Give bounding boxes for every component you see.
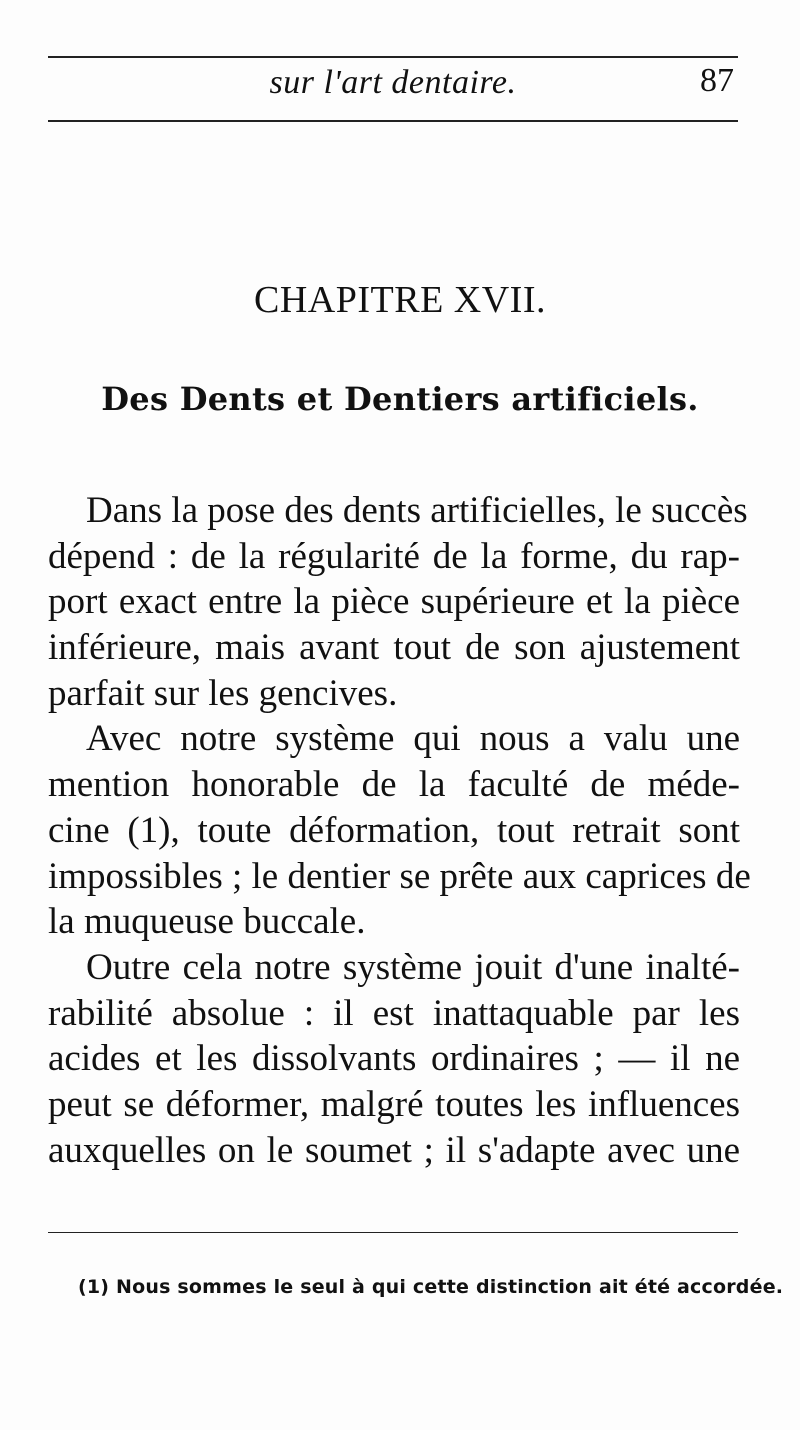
- body-text: [48, 488, 751, 1173]
- page-number: 87: [700, 62, 734, 99]
- chapter-heading: CHAPITRE XVII.: [254, 279, 546, 321]
- footnote: (1) Nous sommes le seul à qui cette distinction ait été accordée.: [78, 1276, 784, 1298]
- body-line: impossibles ; le dentier se prête aux caprices de: [48, 855, 751, 897]
- header-bottom-rule: [48, 120, 738, 122]
- header-top-rule: [48, 56, 738, 58]
- body-line: cine (1), toute déformation, tout retrait sont: [48, 809, 740, 851]
- body-line: peut se déformer, malgré toutes les influences: [48, 1083, 740, 1125]
- body-line: acides et les dissolvants ordinaires ; — il ne: [48, 1038, 740, 1080]
- body-line: la muqueuse buccale.: [48, 901, 366, 943]
- body-line: Dans la pose des dents artificielles, le succès: [86, 490, 748, 531]
- body-line: port exact entre la pièce supérieure et la pièce: [48, 581, 740, 623]
- running-head: [48, 62, 738, 110]
- body-line: auxquelles on le soumet ; il s'adapte avec une: [48, 1129, 740, 1171]
- body-line: rabilité absolue : il est inattaquable par les: [48, 992, 740, 1034]
- body-line: Avec notre système qui nous a valu une: [86, 718, 740, 760]
- body-line: mention honorable de la faculté de méde-: [48, 764, 740, 806]
- footnote-rule: [48, 1232, 738, 1233]
- body-line: Outre cela notre système jouit d'une inalté-: [86, 946, 740, 988]
- body-line: inférieure, mais avant tout de son ajustement: [48, 627, 740, 669]
- body-line: dépend : de la régularité de la forme, du rap-: [48, 535, 740, 577]
- body-line: parfait sur les gencives.: [48, 672, 398, 714]
- chapter-title: Des Dents et Dentiers artificiels.: [101, 380, 699, 418]
- running-title: sur l'art dentaire.: [269, 64, 517, 101]
